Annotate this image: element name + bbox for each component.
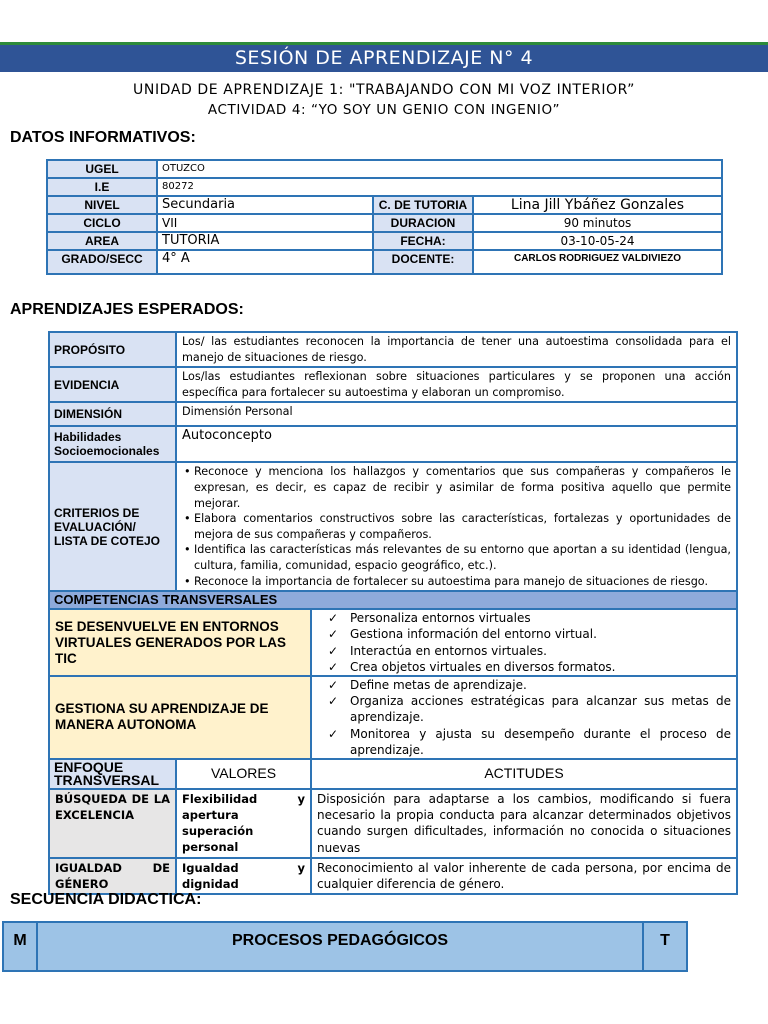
- procesos-header: PROCESOS PEDAGÓGICOS: [37, 922, 643, 971]
- list-item: ✓ Monitorea y ajusta su desempeño durante el proceso de aprendizaje.: [350, 726, 731, 758]
- table-row: [3, 922, 687, 971]
- unit-title: UNIDAD DE APRENDIZAJE 1: "TRABAJANDO CON MI VOZ INTERIOR”: [133, 82, 635, 98]
- competencia-tic: SE DESENVUELVE EN ENTORNOS VIRTUALES GENERADOS POR LAS TIC: [49, 609, 311, 676]
- criterios-cell: [176, 462, 737, 591]
- ciclo-label: CICLO: [47, 214, 157, 232]
- table-row: [49, 858, 737, 894]
- list-item: • Elabora comentarios constructivos sobre las características, fortalezas y oportunidades de mejora de sus compañeras y compañeros.: [194, 511, 731, 542]
- duracion-value: 90 minutos: [473, 214, 722, 232]
- valores-header: VALORES: [176, 759, 311, 789]
- table-row: [47, 250, 722, 274]
- competencia-autonoma: GESTIONA SU APRENDIZAJE DE MANERA AUTONOMA: [49, 676, 311, 759]
- competencia-tic-list-cell: [311, 609, 737, 676]
- table-row: [47, 196, 722, 214]
- table-row: [49, 591, 737, 609]
- tutoria-label: C. DE TUTORIA: [373, 196, 473, 214]
- section-datos-title: DATOS INFORMATIVOS:: [10, 129, 196, 146]
- criterios-label: CRITERIOS DE EVALUACIÓN/ LISTA DE COTEJO: [49, 462, 176, 591]
- secuencia-table: [2, 921, 688, 972]
- tiempo-header: T: [643, 922, 687, 971]
- enfoque-header: ENFOQUE TRANSVERSAL: [49, 759, 176, 789]
- table-row: [49, 426, 737, 462]
- actitudes-header: ACTITUDES: [311, 759, 737, 789]
- docente-value: CARLOS RODRIGUEZ VALDIVIEZO: [473, 250, 722, 274]
- ie-value: 80272: [157, 178, 722, 196]
- docente-label: DOCENTE:: [373, 250, 473, 274]
- nivel-value: Secundaria: [157, 196, 373, 214]
- list-item: ✓ Organiza acciones estratégicas para alcanzar sus metas de aprendizaje.: [350, 693, 731, 725]
- ugel-label: UGEL: [47, 160, 157, 178]
- activity-title: ACTIVIDAD 4: “YO SOY UN GENIO CON INGENIO”: [207, 102, 561, 118]
- table-row: [49, 609, 737, 676]
- table-row: [47, 232, 722, 250]
- enfoque-cell: BÚSQUEDA DE LA EXCELENCIA: [49, 789, 176, 858]
- list-item: • Identifica las características más relevantes de su entorno que aportan a su identidad (lengua, cultura, familia, comunidad, espacio geográfico, etc.).: [194, 542, 731, 573]
- tutoria-value: Lina Jill Ybáñez Gonzales: [473, 196, 722, 214]
- duracion-label: DURACION: [373, 214, 473, 232]
- habilidades-value: Autoconcepto: [176, 426, 737, 462]
- table-row: [47, 160, 722, 178]
- actitud-cell: Reconocimiento al valor inherente de cada persona, por encima de cualquier diferencia de género.: [311, 858, 737, 894]
- enfoque-cell: IGUALDAD DE GÉNERO: [49, 858, 176, 894]
- area-label: AREA: [47, 232, 157, 250]
- dimension-value: Dimensión Personal: [176, 402, 737, 426]
- valor-cell: Igualdad y dignidad: [176, 858, 311, 894]
- habilidades-label: Habilidades Socioemocionales: [49, 426, 176, 462]
- table-row: [47, 178, 722, 196]
- list-item: ✓ Define metas de aprendizaje.: [350, 677, 731, 693]
- table-row: [49, 462, 737, 591]
- actitud-cell: Disposición para adaptarse a los cambios, modificando si fuera necesario la propia conducta para alcanzar determinados objetivos cuando surgen dificultades, información no conocida o situaciones nuevas: [311, 789, 737, 858]
- evidencia-label: EVIDENCIA: [49, 367, 176, 402]
- ie-label: I.E: [47, 178, 157, 196]
- ugel-value: OTUZCO: [157, 160, 722, 178]
- competencias-band: COMPETENCIAS TRANSVERSALES: [49, 591, 737, 609]
- area-value: TUTORIA: [157, 232, 373, 250]
- aprendizajes-table: [48, 331, 738, 895]
- session-title: SESIÓN DE APRENDIZAJE N° 4: [0, 45, 768, 72]
- dimension-label: DIMENSIÓN: [49, 402, 176, 426]
- table-row: [47, 214, 722, 232]
- section-aprendizajes-title: APRENDIZAJES ESPERADOS:: [10, 301, 244, 318]
- fecha-label: FECHA:: [373, 232, 473, 250]
- section-secuencia-title: SECUENCIA DIDACTICA:: [10, 891, 202, 908]
- competencia-autonoma-list-cell: [311, 676, 737, 759]
- table-row: [49, 332, 737, 367]
- list-item: ✓ Crea objetos virtuales en diversos formatos.: [350, 659, 731, 675]
- list-item: • Reconoce y menciona los hallazgos y comentarios que sus compañeras y compañeros le expresan, es decir, es capaz de recibir y asimilar de forma positiva aquello que permite mejorar.: [194, 464, 731, 511]
- proposito-value: Los/ las estudiantes reconocen la importancia de tener una autoestima consolidada para el manejo de situaciones de riesgo.: [176, 332, 737, 367]
- ciclo-value: VII: [157, 214, 373, 232]
- list-item: ✓ Gestiona información del entorno virtual.: [350, 626, 731, 642]
- datos-table: [46, 159, 723, 275]
- nivel-label: NIVEL: [47, 196, 157, 214]
- list-item: • Reconoce la importancia de fortalecer su autoestima para manejo de situaciones de riesgo.: [194, 574, 731, 590]
- table-row: [49, 676, 737, 759]
- table-row: [49, 759, 737, 789]
- list-item: ✓ Personaliza entornos virtuales: [350, 610, 731, 626]
- momento-header: M: [3, 922, 37, 971]
- table-row: [49, 367, 737, 402]
- table-row: [49, 789, 737, 858]
- criterios-list: [182, 464, 731, 589]
- competencia-tic-list: [312, 610, 731, 675]
- proposito-label: PROPÓSITO: [49, 332, 176, 367]
- list-item: ✓ Interactúa en entornos virtuales.: [350, 643, 731, 659]
- valor-cell: Flexibilidad y apertura superación personal: [176, 789, 311, 858]
- grado-value: 4° A: [157, 250, 373, 274]
- table-row: [49, 402, 737, 426]
- evidencia-value: Los/las estudiantes reflexionan sobre situaciones particulares y se proponen una acción específica para fortalecer su autoestima y elaboran un compromiso.: [176, 367, 737, 402]
- grado-label: GRADO/SECC: [47, 250, 157, 274]
- competencia-autonoma-list: [312, 677, 731, 758]
- fecha-value: 03-10-05-24: [473, 232, 722, 250]
